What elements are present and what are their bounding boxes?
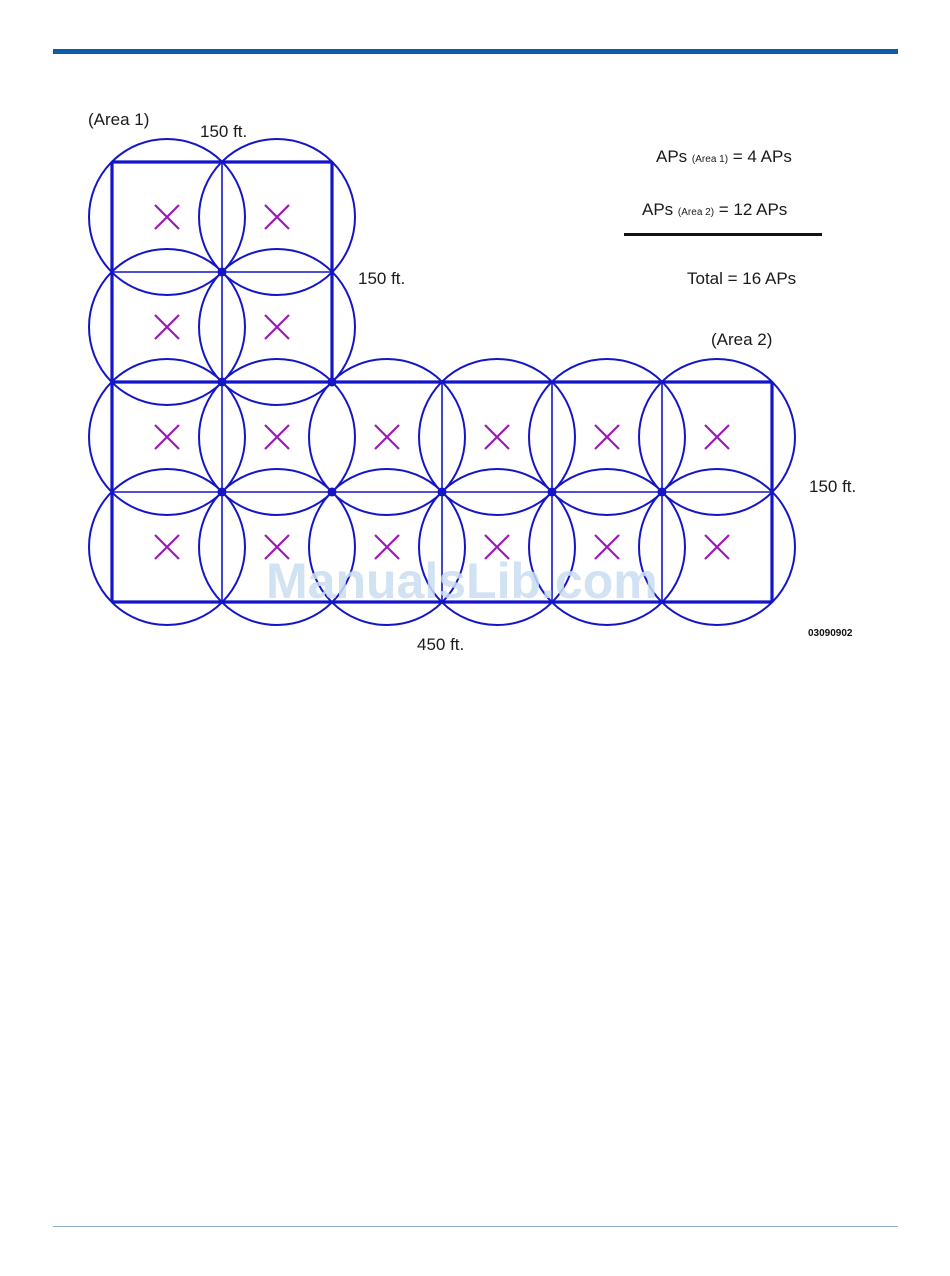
x-mark-icon: [265, 315, 289, 339]
figure-id: 03090902: [808, 628, 853, 639]
x-mark-icon: [265, 205, 289, 229]
grid-intersection-dot: [438, 488, 447, 497]
summary-total: Total = 16 APs: [687, 269, 797, 288]
x-mark-icon: [705, 535, 729, 559]
summary-area2-value: = 12 APs: [718, 200, 788, 219]
x-mark-icon: [265, 425, 289, 449]
summary-area2-sub: (Area 2): [677, 207, 715, 218]
dimension-top-label: 150 ft.: [200, 122, 248, 141]
dimension-area2-right-label: 150 ft.: [809, 477, 857, 496]
x-mark-icon: [595, 425, 619, 449]
x-mark-icon: [485, 425, 509, 449]
x-mark-icon: [375, 425, 399, 449]
summary-area1-main: APs: [656, 147, 688, 166]
dimension-area1-right-label: 150 ft.: [358, 269, 406, 288]
grid-intersection-dot: [548, 488, 557, 497]
summary-area1-value: = 4 APs: [732, 147, 792, 166]
summary-area1-line: [656, 147, 792, 167]
area1-label: (Area 1): [88, 110, 150, 129]
watermark: ManualsLib.com: [266, 553, 658, 609]
grid-intersection-dot: [218, 378, 227, 387]
summary-divider: [624, 233, 822, 236]
summary-area1-sub: (Area 1): [691, 154, 729, 165]
grid-intersection-dot: [218, 268, 227, 277]
area2-label: (Area 2): [711, 330, 773, 349]
grid-intersection-dot: [218, 488, 227, 497]
summary-area2-main: APs: [642, 200, 674, 219]
x-mark-icon: [155, 205, 179, 229]
grid-intersection-dot: [658, 488, 667, 497]
x-mark-icon: [705, 425, 729, 449]
summary-area2-line: [642, 200, 787, 220]
x-mark-icon: [155, 535, 179, 559]
x-mark-icon: [155, 425, 179, 449]
grid-intersection-dot: [328, 488, 337, 497]
grid-intersection-dot: [328, 378, 337, 387]
x-mark-icon: [155, 315, 179, 339]
footer-rule: [53, 1226, 898, 1227]
grid-lines: [112, 162, 772, 602]
dimension-bottom-label: 450 ft.: [417, 635, 465, 654]
